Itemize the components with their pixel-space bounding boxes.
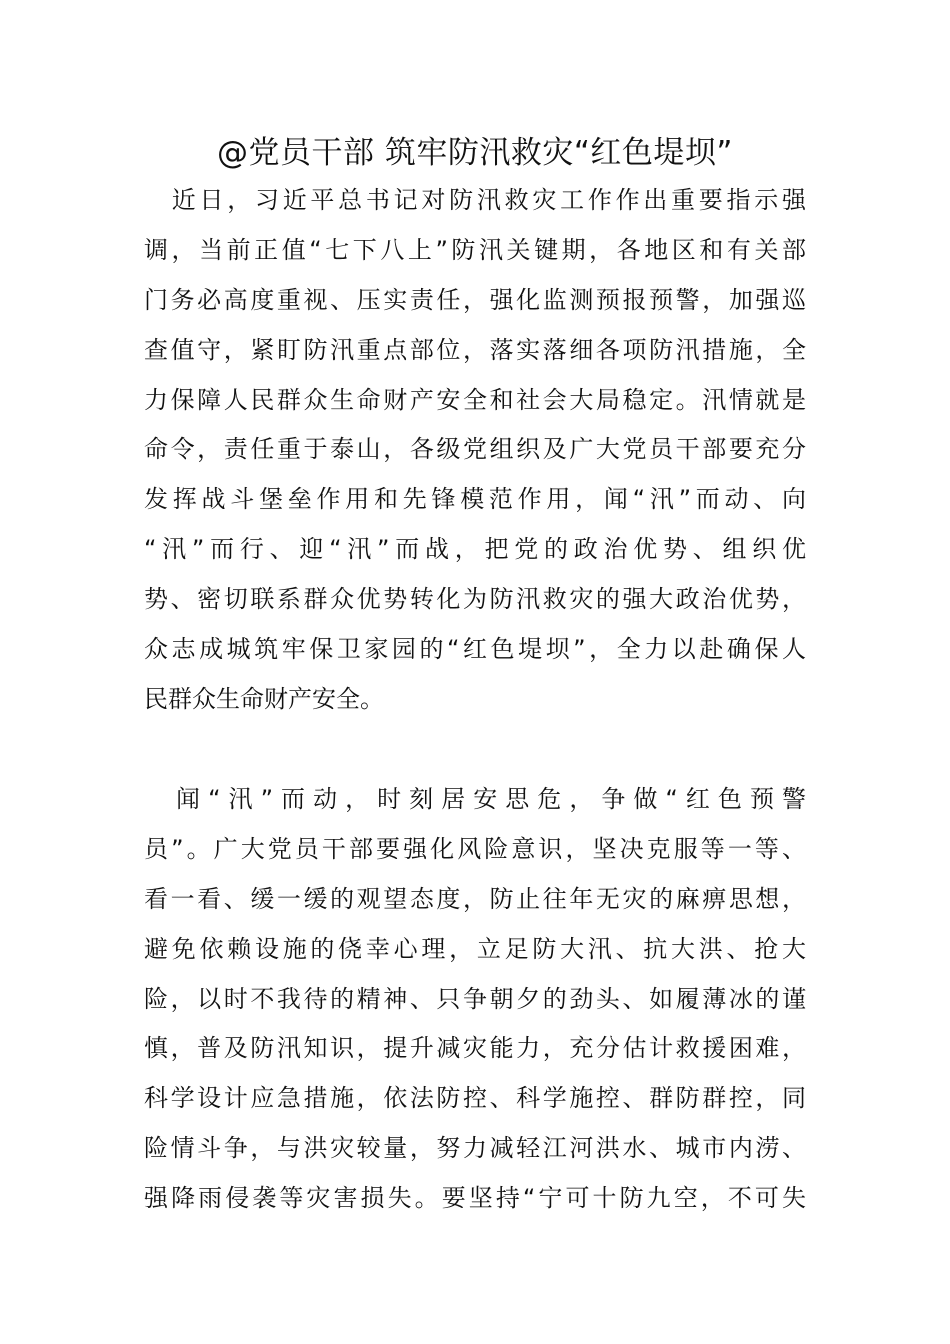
text-line: 近日，习近平总书记对防汛救灾工作作出重要指示强 [144,186,806,214]
text-line: 门务必高度重视、压实责任，强化监测预报预警，加强巡 [144,285,806,314]
text-line: 调，当前正值“七下八上”防汛关键期，各地区和有关部 [144,235,806,264]
text-line: 避免依赖设施的侥幸心理，立足防大汛、抗大洪、抢大 [144,934,806,963]
text-line: 势、密切联系群众优势转化为防汛救灾的强大政治优势， [144,585,806,614]
paragraph-1 [144,176,806,725]
text-line: 众志成城筑牢保卫家园的“红色堤坝”，全力以赴确保人 [144,635,806,664]
paragraph-2 [144,775,806,1224]
text-line: 慎，普及防汛知识，提升减灾能力，充分估计救援困难， [144,1034,806,1063]
text-line: 发挥战斗堡垒作用和先锋模范作用，闻“汛”而动、向 [144,485,806,514]
text-line: 员”。广大党员干部要强化风险意识，坚决克服等一等、 [144,834,806,863]
document-title: @党员干部 筑牢防汛救灾“红色堤坝” [217,135,733,171]
text-line: 险，以时不我待的精神、只争朝夕的劲头、如履薄冰的谨 [144,984,806,1013]
text-line: 险情斗争，与洪灾较量，努力减轻江河洪水、城市内涝、 [144,1134,806,1163]
text-line: 查值守，紧盯防汛重点部位，落实落细各项防汛措施，全 [144,335,806,364]
text-line: 强降雨侵袭等灾害损失。要坚持“宁可十防九空，不可失 [144,1184,806,1213]
text-line: 民群众生命财产安全。 [144,684,384,713]
text-line: 科学设计应急措施，依法防控、科学施控、群防群控，同 [144,1084,806,1113]
text-line: “汛”而行、迎“汛”而战，把党的政治优势、组织优 [144,535,806,564]
text-line: 命令，责任重于泰山，各级党组织及广大党员干部要充分 [144,435,806,464]
text-line: 看一看、缓一缓的观望态度，防止往年无灾的麻痹思想， [144,884,806,913]
text-line: 力保障人民群众生命财产安全和社会大局稳定。汛情就是 [144,385,806,414]
text-line: 闻“汛”而动，时刻居安思危，争做“红色预警 [144,785,806,813]
